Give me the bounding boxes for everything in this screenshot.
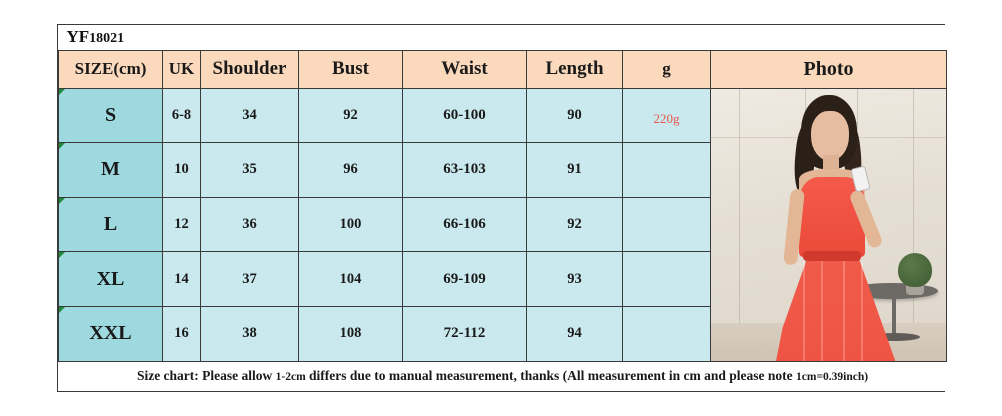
- size-chart-table: [58, 25, 947, 391]
- product-code-suffix: 18021: [89, 31, 125, 47]
- title-row: [59, 25, 947, 50]
- column-header-weight: g: [623, 50, 711, 88]
- cell-bust: 104: [299, 252, 403, 307]
- cell-weight: [623, 306, 711, 361]
- footer-note-conversion: 1cm=0.39inch): [796, 371, 869, 384]
- product-code-main: YF: [66, 27, 90, 47]
- cell-bust: 100: [299, 197, 403, 252]
- cell-length: 94: [527, 306, 623, 361]
- cell-waist: 69-109: [403, 252, 527, 307]
- footer-note-part2: differs due to manual measurement, thanks (All measurement in cm and please note: [309, 368, 793, 384]
- cell-length: 90: [527, 88, 623, 143]
- cell-size: S: [59, 88, 163, 143]
- column-header-size: [59, 50, 163, 88]
- product-code-cell: [59, 25, 947, 50]
- footer-note-tolerance: 1-2cm: [275, 371, 306, 384]
- cell-length: 93: [527, 252, 623, 307]
- column-header-length: Length: [527, 50, 623, 88]
- cell-shoulder: 35: [201, 143, 299, 198]
- cell-weight: [623, 252, 711, 307]
- cell-length: 92: [527, 197, 623, 252]
- cell-weight: [623, 197, 711, 252]
- cell-shoulder: 36: [201, 197, 299, 252]
- cell-shoulder: 38: [201, 306, 299, 361]
- cell-uk: 16: [163, 306, 201, 361]
- cell-waist: 66-106: [403, 197, 527, 252]
- cell-size: XL: [59, 252, 163, 307]
- footer-row: [59, 361, 947, 391]
- table-header-row: [59, 50, 947, 88]
- column-header-shoulder: Shoulder: [201, 50, 299, 88]
- cell-bust: 96: [299, 143, 403, 198]
- product-photo-cell: [711, 88, 947, 361]
- size-chart-container: [57, 24, 945, 392]
- cell-size: L: [59, 197, 163, 252]
- cell-shoulder: 37: [201, 252, 299, 307]
- cell-size: XXL: [59, 306, 163, 361]
- cell-uk: 6-8: [163, 88, 201, 143]
- model-figure: [759, 89, 909, 361]
- column-header-bust: Bust: [299, 50, 403, 88]
- column-header-photo: Photo: [711, 50, 947, 88]
- cell-uk: 10: [163, 143, 201, 198]
- footer-note-part1: Size chart: Please allow: [136, 368, 273, 384]
- column-header-size-label: SIZE(cm): [74, 59, 147, 78]
- product-code: [67, 27, 125, 46]
- cell-shoulder: 34: [201, 88, 299, 143]
- column-header-uk: UK: [163, 50, 201, 88]
- column-header-waist: Waist: [403, 50, 527, 88]
- cell-uk: 12: [163, 197, 201, 252]
- cell-length: 91: [527, 143, 623, 198]
- cell-waist: 63-103: [403, 143, 527, 198]
- cell-bust: 92: [299, 88, 403, 143]
- product-photo: [711, 89, 946, 361]
- cell-bust: 108: [299, 306, 403, 361]
- cell-weight: 220g: [623, 88, 711, 143]
- cell-uk: 14: [163, 252, 201, 307]
- cell-weight: [623, 143, 711, 198]
- cell-waist: 72-112: [403, 306, 527, 361]
- cell-size: M: [59, 143, 163, 198]
- cell-waist: 60-100: [403, 88, 527, 143]
- footer-note: [59, 361, 947, 391]
- table-row: [59, 88, 947, 143]
